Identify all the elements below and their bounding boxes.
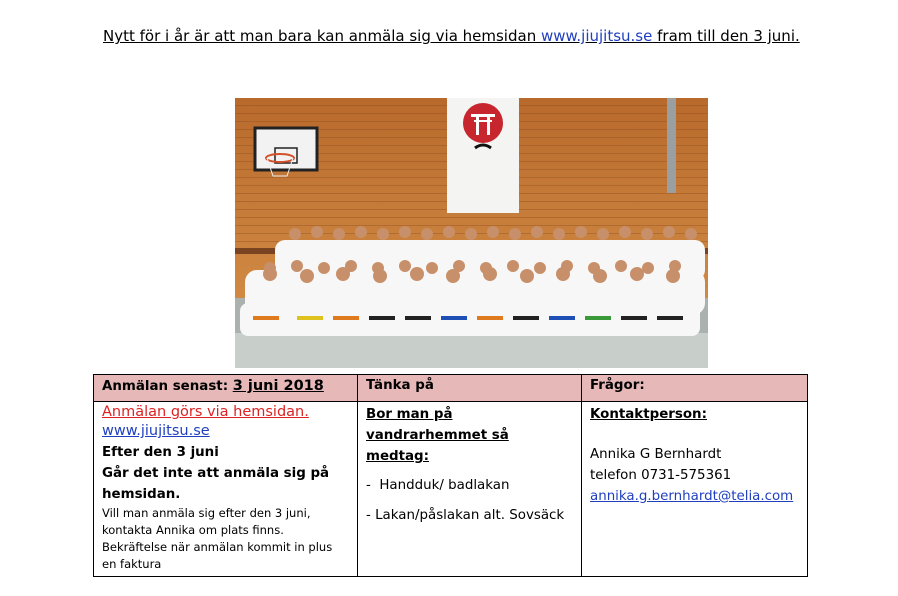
hostel-heading: Bor man på vandrarhemmet så medtag:: [366, 407, 509, 464]
people-group: [240, 226, 705, 336]
header-questions: Frågor:: [582, 375, 808, 402]
cannot-register-text: Går det inte att anmäla sig på hemsidan.: [102, 466, 330, 502]
contact-heading: Kontaktperson:: [590, 407, 707, 422]
late-registration-note: Vill man anmäla sig efter den 3 juni, kontakta Annika om plats finns.: [102, 506, 311, 537]
group-photo-image: [235, 98, 708, 368]
header-remember: Tänka på: [358, 375, 582, 402]
contact-phone: telefon 0731-575361: [590, 468, 732, 483]
confirmation-note: Bekräftelse när anmälan kommit in plus en faktura: [102, 540, 333, 571]
info-table: [93, 374, 808, 577]
basketball-hoop-icon: [255, 128, 317, 176]
deadline-date: 3 juni 2018: [232, 378, 324, 394]
website-link[interactable]: www.jiujitsu.se: [540, 27, 653, 45]
after-date-text: Efter den 3 juni: [102, 445, 219, 460]
list-item: - Handduk/ badlakan: [366, 478, 510, 493]
contact-email-link[interactable]: annika.g.bernhardt@telia.com: [590, 489, 794, 504]
torii-banner-icon: [447, 98, 519, 213]
intro-suffix: fram till den 3 juni.: [652, 27, 800, 45]
list-item: - Lakan/påslakan alt. Sovsäck: [366, 508, 565, 523]
table-header-row: [94, 375, 808, 402]
deadline-label: Anmälan senast:: [102, 379, 233, 394]
table-body-row: [94, 402, 808, 577]
intro-prefix: Nytt för i år är att man bara kan anmäla sig via hemsidan: [103, 27, 541, 45]
intro-line: [103, 27, 800, 45]
register-link[interactable]: Anmälan görs via hemsidan.: [102, 404, 309, 420]
site-link[interactable]: www.jiujitsu.se: [102, 423, 210, 439]
list-item-text: Handduk/ badlakan: [379, 478, 510, 493]
header-deadline: [94, 375, 358, 402]
contact-name: Annika G Bernhardt: [590, 447, 722, 462]
group-photo: [235, 98, 708, 368]
list-item-text: Lakan/påslakan alt. Sovsäck: [375, 508, 565, 523]
